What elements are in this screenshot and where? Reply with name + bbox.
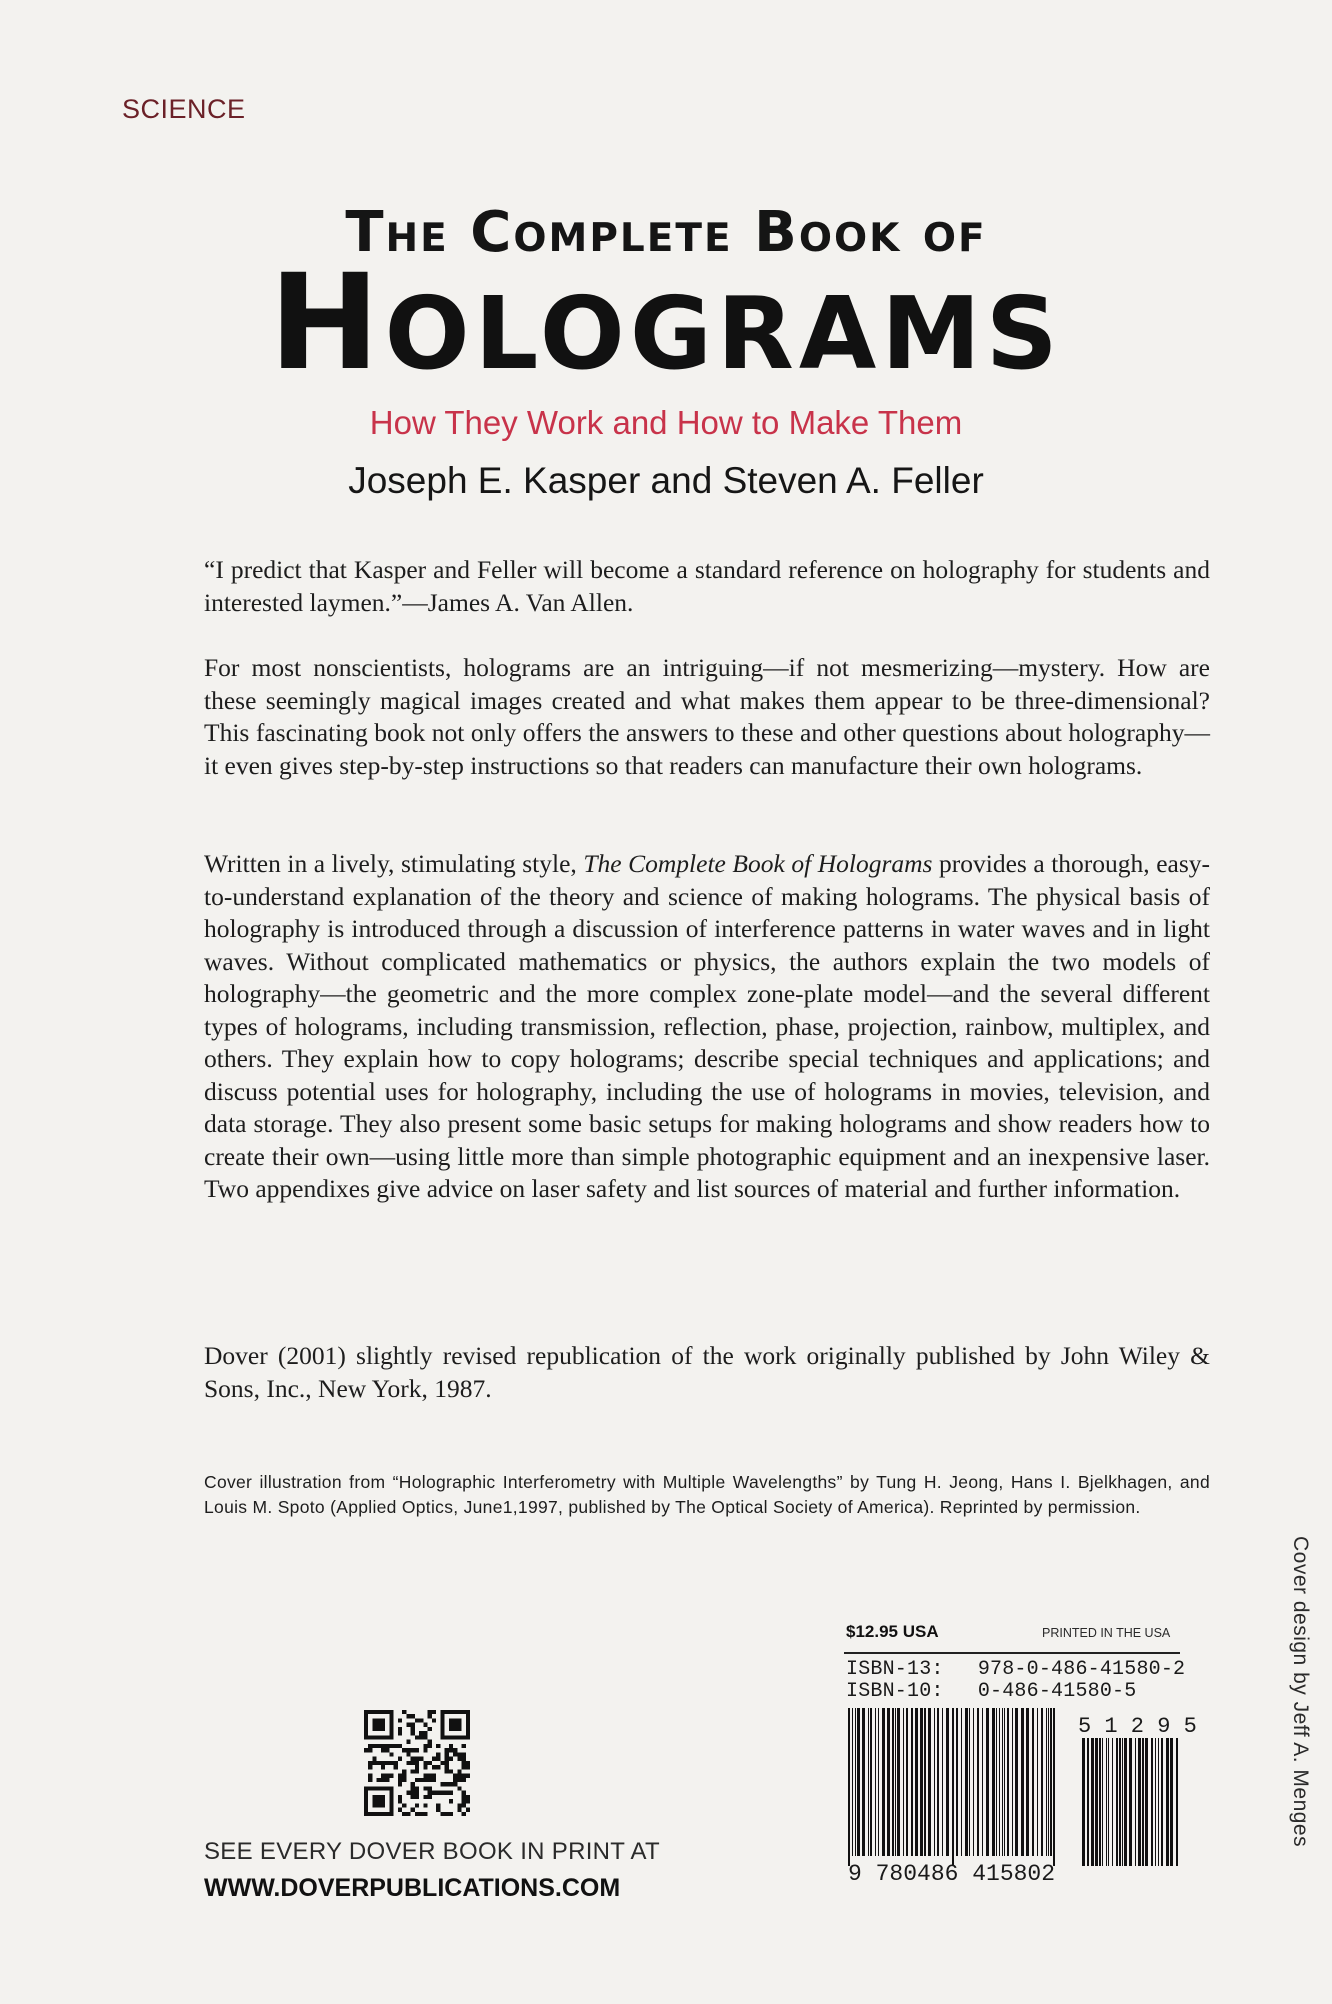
title-main-text: HOLOGRAMS: [269, 246, 1063, 400]
description-rest: provides a thorough, easy-to-understand explanation of the theory and science of making holograms. The physical basis of holography is introduced through a discussion of interference patterns in water waves and in light waves. Without complicated mathematics or physics, the authors explain the two models of holography—the geometric and the more complex zone-plate model—and the several different types of holograms, including transmission, reflection, phase, projection, rainbow, multiplex, and others. They explain how to copy holograms; describe special techniques and applications; and discuss potential uses for holography, including the use of holograms in movies, television, and data storage. They also present some basic setups for making holograms and show readers how to create their own—using little more than simple photographic equipment and an inexpensive laser. Two appendixes give advice on laser safety and list sources of material and further information.: [204, 849, 1210, 1203]
see-every-text: SEE EVERY DOVER BOOK IN PRINT AT: [204, 1838, 660, 1865]
cover-illustration-credit: Cover illustration from “Holographic Interferometry with Multiple Wavelengths” by Tung H. Jeong, Hans I. Bjelkhagen, and Louis M. Spoto (Applied Optics, June1,1997, published by The Optical Society of America). Reprinted by permission.: [204, 1472, 1210, 1517]
publication-note: Dover (2001) slightly revised republication of the work originally published by John Wiley & Sons, Inc., New York, 1987.: [204, 1341, 1210, 1403]
printed-in-label: PRINTED IN THE USA: [1042, 1626, 1171, 1640]
quote-paragraph: “I predict that Kasper and Feller will become a standard reference on holography for students and interested laymen.”—James A. Van Allen.: [204, 555, 1210, 617]
isbn-10-label: ISBN-10:: [846, 1680, 944, 1703]
isbn-13-label: ISBN-13:: [846, 1658, 944, 1681]
barcode-digits: 9 780486 415802: [848, 1861, 1056, 1887]
isbn-13: [846, 1658, 1185, 1681]
title-initial: H: [269, 246, 385, 400]
barcode-icon: [846, 1708, 1197, 1889]
cover-design-credit: Cover design by Jeff A. Menges: [1289, 1536, 1312, 1848]
subtitle: How They Work and How to Make Them: [369, 404, 963, 441]
website-link[interactable]: WWW.DOVERPUBLICATIONS.COM: [204, 1874, 621, 1902]
isbn-10: [846, 1680, 1136, 1703]
authors: Joseph E. Kasper and Steven A. Feller: [348, 460, 984, 501]
isbn-divider: [844, 1652, 1180, 1654]
book-title-italic: The Complete Book of Holograms: [583, 849, 933, 878]
qr-code-icon: [364, 1710, 470, 1816]
title-line-1: [0, 200, 1332, 265]
barcode-addon-bars: [1082, 1738, 1178, 1866]
isbn-10-value: 0-486-41580-5: [977, 1680, 1137, 1703]
description-paragraph: [204, 848, 1210, 1206]
title-line-1-text: The Complete Book of: [345, 200, 987, 265]
barcode-main-bars: [848, 1708, 1055, 1866]
price: $12.95 USA: [846, 1622, 939, 1641]
intro-paragraph: For most nonscientists, holograms are an intriguing—if not mesmerizing—mystery. How are these seemingly magical images created and what makes them appear to be three-dimensional? This fascinating book not only offers the answers to these and other questions about holography—it even gives step-by-step instructions so that readers can manufacture their own holograms.: [204, 653, 1210, 780]
isbn-13-value: 978-0-486-41580-2: [977, 1658, 1186, 1681]
addon-digits: 5 1 2 9 5: [1078, 1714, 1197, 1739]
title-main: [0, 246, 1332, 400]
category-label: SCIENCE: [122, 94, 246, 124]
description-prefix: Written in a lively, stimulating style,: [204, 849, 584, 878]
